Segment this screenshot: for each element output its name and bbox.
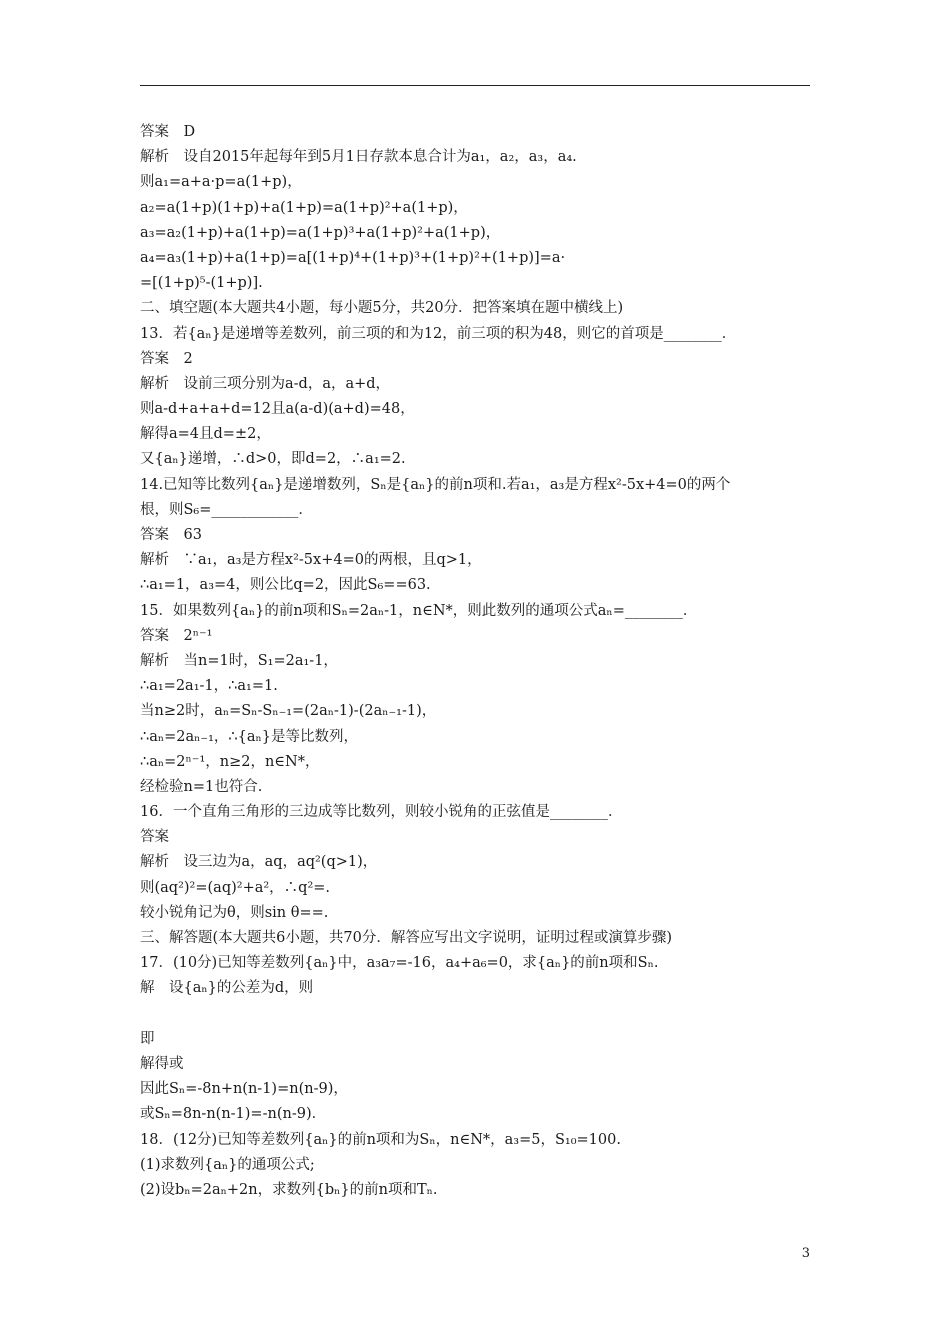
text-line: ∴aₙ=2ⁿ⁻¹，n≥2，n∈N*， [140, 753, 320, 770]
text-line: 解析 设三边为a，aq，aq²(q>1)， [140, 854, 378, 871]
text-line: (1)求数列{aₙ}的通项公式; [140, 1156, 315, 1173]
text-line: 解析 设前三项分别为a-d，a，a+d， [140, 375, 391, 392]
text-line: 二、填空题(本大题共4小题，每小题5分，共20分．把答案填在题中横线上) [140, 300, 624, 317]
text-line: a₄=a₃(1+p)+a(1+p)=a[(1+p)⁴+(1+p)³+(1+p)²+(1+p)]=a· [140, 249, 566, 266]
text-line: 解 设{aₙ}的公差为d，则 [140, 980, 314, 997]
text-line: =[(1+p)⁵-(1+p)]. [140, 275, 263, 292]
text-line: 因此Sₙ=-8n+n(n-1)=n(n-9)， [140, 1081, 348, 1098]
text-line: ∴a₁=2a₁-1，∴a₁=1. [140, 678, 278, 695]
text-line: 或Sₙ=8n-n(n-1)=-n(n-9)． [140, 1106, 327, 1123]
text-line: 答案 [140, 829, 169, 846]
text-line: 较小锐角记为θ，则sin θ==. [140, 904, 329, 921]
blank-line [140, 1002, 810, 1027]
text-line: 又{aₙ}递增，∴d>0，即d=2，∴a₁=2. [140, 451, 406, 468]
text-line: ∴aₙ=2aₙ₋₁，∴{aₙ}是等比数列， [140, 728, 358, 745]
text-line: a₃=a₂(1+p)+a(1+p)=a(1+p)³+a(1+p)²+a(1+p)， [140, 224, 501, 241]
document-body [140, 120, 810, 1203]
text-line: 答案 63 [140, 527, 202, 543]
text-line: 经检验n=1也符合. [140, 778, 263, 795]
text-line: 14.已知等比数列{aₙ}是递增数列，Sₙ是{aₙ}的前n项和.若a₁，a₃是方程x²-5x+4=0的两个 [140, 476, 731, 493]
text-line: 当n≥2时，aₙ=Sₙ-Sₙ₋₁=(2aₙ-1)-(2aₙ₋₁-1)， [140, 703, 437, 720]
header-rule [140, 85, 810, 86]
text-line: 答案 2 [140, 350, 193, 367]
text-line: 18．(12分)已知等差数列{aₙ}的前n项和为Sₙ，n∈N*，a₃=5，S₁₀=100. [140, 1131, 621, 1148]
text-line: 答案 D [140, 124, 196, 140]
text-line: 则a₁=a+a·p=a(1+p)， [140, 174, 302, 191]
text-line: 解得或 [140, 1055, 184, 1072]
text-line: 根，则S₆=____________． [140, 501, 313, 518]
text-line: 15．如果数列{aₙ}的前n项和Sₙ=2aₙ-1，n∈N*，则此数列的通项公式aₙ=________． [140, 602, 698, 619]
text-line: 17．(10分)已知等差数列{aₙ}中，a₃a₇=-16，a₄+a₆=0，求{aₙ}的前n项和Sₙ. [140, 955, 659, 972]
text-line: a₂=a(1+p)(1+p)+a(1+p)=a(1+p)²+a(1+p)， [140, 199, 468, 216]
text-line: (2)设bₙ=2aₙ+2n，求数列{bₙ}的前n项和Tₙ. [140, 1181, 438, 1198]
text-line: 答案 2ⁿ⁻¹ [140, 627, 213, 644]
page-number: 3 [801, 1246, 810, 1261]
text-line: 则(aq²)²=(aq)²+a²，∴q²=. [140, 879, 331, 896]
text-line: 16．一个直角三角形的三边成等比数列，则较小锐角的正弦值是________． [140, 804, 623, 821]
text-line: 解析 设自2015年起每年到5月1日存款本息合计为a₁，a₂，a₃，a₄. [140, 149, 577, 166]
text-line: 即 [140, 1030, 155, 1047]
text-line: 解析 当n=1时，S₁=2a₁-1， [140, 652, 338, 669]
text-line: 13．若{aₙ}是递增等差数列，前三项的和为12，前三项的积为48，则它的首项是________． [140, 325, 737, 342]
text-line: 则a-d+a+a+d=12且a(a-d)(a+d)=48， [140, 401, 415, 418]
text-line: ∴a₁=1，a₃=4，则公比q=2，因此S₆==63. [140, 577, 431, 594]
text-line: 三、解答题(本大题共6小题，共70分．解答应写出文字说明，证明过程或演算步骤) [140, 930, 672, 946]
text-line: 解得a=4且d=±2， [140, 426, 271, 443]
text-line: 解析 ∵a₁，a₃是方程x²-5x+4=0的两根，且q>1， [140, 552, 482, 569]
